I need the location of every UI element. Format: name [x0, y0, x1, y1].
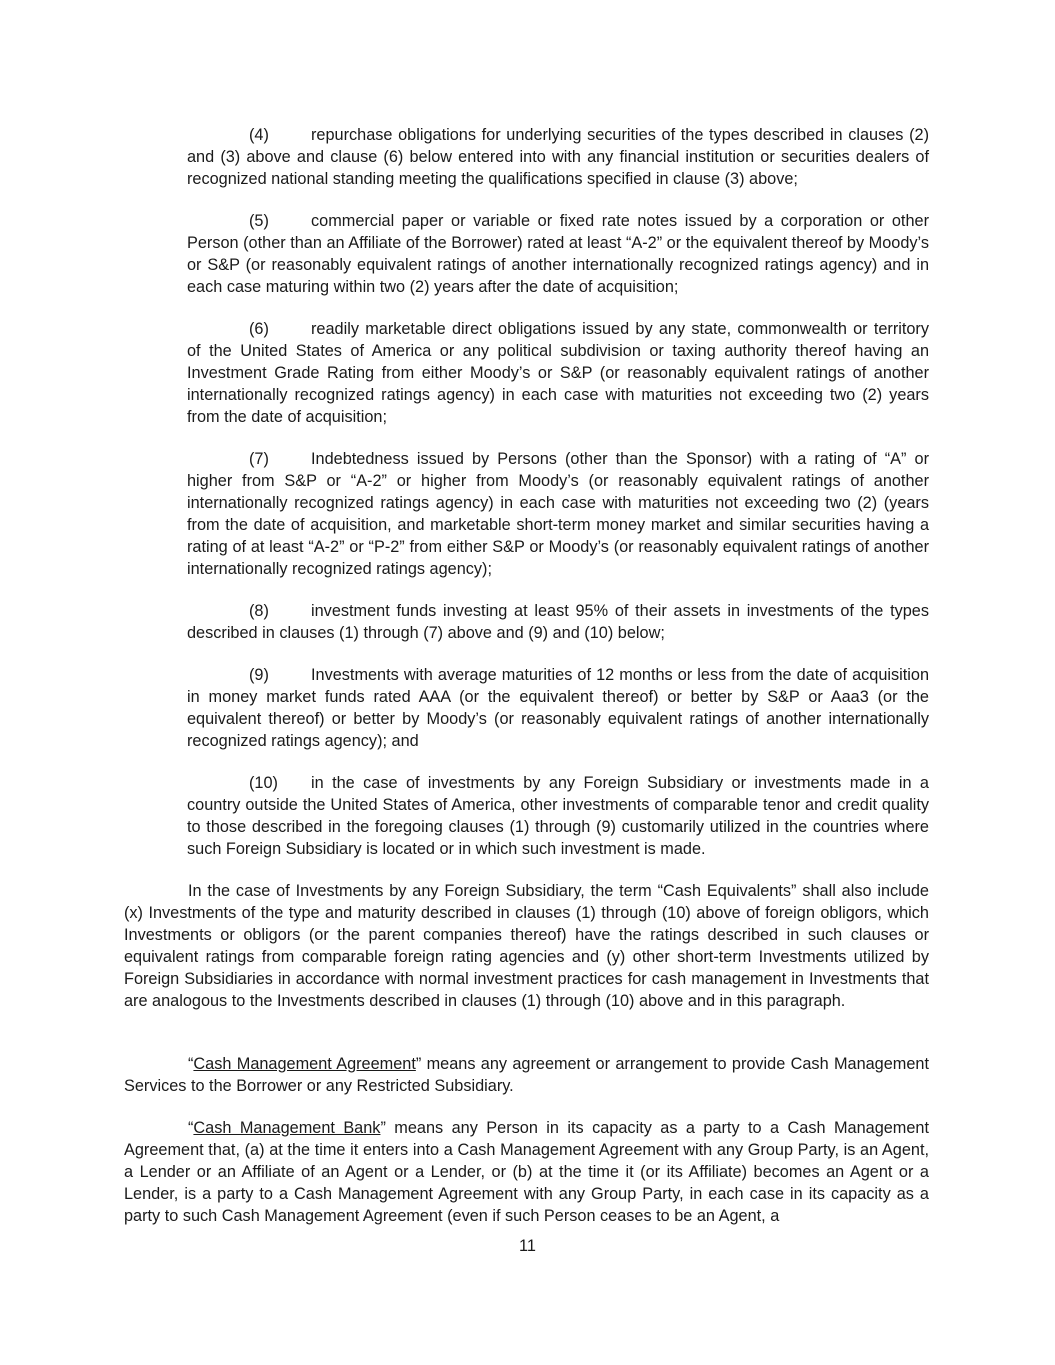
clause-text: in the case of investments by any Foreign Subsidiary or investments made in a country outside the United States of America, other investments of comparable tenor and credit quality to those described in the foregoing clauses (1) through (9) customarily utilized in the countries where such Foreign Subsidiary is located or in which such investment is made. [187, 774, 929, 858]
clause-number: (9) [249, 666, 269, 684]
clause-number: (7) [249, 450, 269, 468]
clause-number: (10) [249, 774, 278, 792]
paragraph-text: In the case of Investments by any Foreign Subsidiary, the term “Cash Equivalents” shall also include (x) Investments of the type and maturity described in clauses (1) through (10) above of foreign obligors, which Investments or obligors (or the parent companies thereof) have the ratings described in such clauses or equivalent ratings from comparable foreign rating agencies and (y) other short-term Investments utilized by Foreign Subsidiaries in accordance with normal investment practices for cash management in Investments that are analogous to the Investments described in clauses (1) through (10) above and in this paragraph. [124, 882, 929, 1010]
clause-text: readily marketable direct obligations issued by any state, commonwealth or territory of the United States of America or any political subdivision or taxing authority thereof having an Investment Grade Rating from either Moody’s or S&P (or reasonably equivalent ratings of another internationally recognized ratings agency) in each case with maturities not exceeding two (2) years from the date of acquisition; [187, 320, 929, 426]
definition-text: ” means any agreement or arrangement to provide Cash Management Services to the Borrower or any Restricted Subsidiary. [124, 1055, 929, 1095]
definition-cash-management-agreement [124, 1054, 929, 1098]
definition-text: ” means any Person in its capacity as a party to a Cash Management Agreement that, (a) at the time it enters into a Cash Management Agreement with any Group Party, is an Agent, a Lender or an Affiliate of an Agent or a Lender, or (b) at the time it (or its Affiliate) becomes an Agent or a Lender, is a party to a Cash Management Agreement with any Group Party, in each case in its capacity as a party to such Cash Management Agreement (even if such Person ceases to be an Agent, a [124, 1119, 930, 1225]
open-quote: “ [188, 1119, 194, 1137]
clause-text: Indebtedness issued by Persons (other than the Sponsor) with a rating of “A” or higher from S&P or “A-2” or higher from Moody’s (or reasonably equivalent ratings of another internationally recognized ratings agency) in each case with maturities not exceeding two (2) (years from the date of acquisition, and marketable short-term money market and similar securities having a rating of at least “A-2” or “P-2” from either S&P or Moody’s (or reasonably equivalent ratings of another internationally recognized ratings agency); [187, 450, 929, 578]
clause-7 [187, 449, 929, 580]
clause-text: commercial paper or variable or fixed rate notes issued by a corporation or other Person (other than an Affiliate of the Borrower) rated at least “A-2” or the equivalent thereof by Moody’s or S&P (or reasonably equivalent ratings of another internationally recognized ratings agency) and in each case maturing within two (2) years after the date of acquisition; [187, 212, 929, 296]
clause-8 [187, 601, 929, 645]
defined-term: Cash Management Bank [193, 1119, 381, 1137]
clause-5 [187, 211, 929, 299]
clause-10 [187, 773, 929, 861]
clause-number: (8) [249, 602, 269, 620]
open-quote: “ [188, 1055, 194, 1073]
clause-number: (5) [249, 212, 269, 230]
clause-text: investment funds investing at least 95% of their assets in investments of the types described in clauses (1) through (7) above and (9) and (10) below; [187, 602, 929, 642]
defined-term: Cash Management Agreement [193, 1055, 416, 1073]
page-number: 11 [519, 1237, 536, 1255]
clause-number: (6) [249, 320, 269, 338]
clause-6 [187, 319, 929, 429]
clause-number: (4) [249, 126, 269, 144]
clause-text: Investments with average maturities of 12 months or less from the date of acquisition in money market funds rated AAA (or the equivalent thereof) or better by S&P or Aaa3 (or the equivalent thereof) or better by Moody’s (or reasonably equivalent ratings of another internationally recognized ratings agency); and [187, 666, 929, 750]
clause-text: repurchase obligations for underlying securities of the types described in clauses (2) and (3) above and clause (6) below entered into with any financial institution or securities dealers of recognized national standing meeting the qualifications specified in clause (3) above; [187, 126, 929, 188]
foreign-subsidiary-paragraph [124, 881, 929, 1012]
clause-4 [187, 125, 929, 191]
clause-9 [187, 665, 929, 753]
definition-cash-management-bank [124, 1118, 929, 1228]
